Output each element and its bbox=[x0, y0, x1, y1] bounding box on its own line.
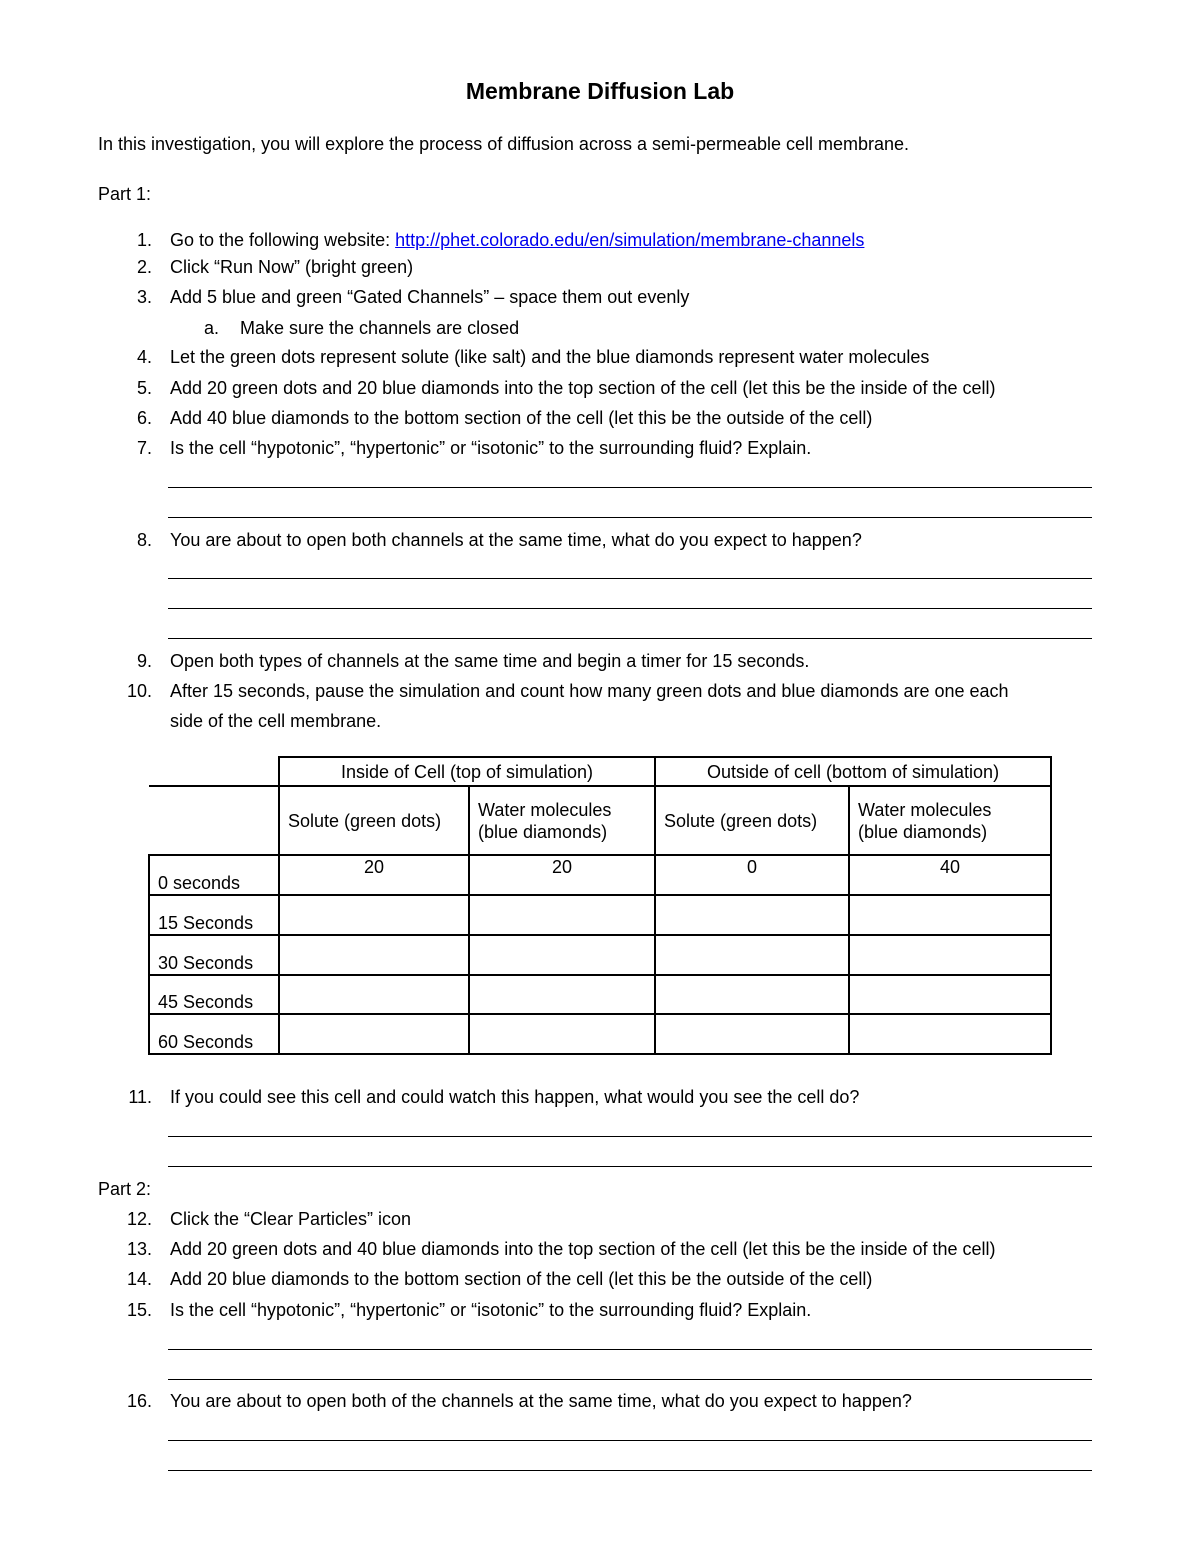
step-number: 10. bbox=[126, 681, 152, 701]
step-number: 13. bbox=[126, 1239, 152, 1259]
step-number: 2. bbox=[136, 257, 152, 277]
step-3: Add 5 blue and green “Gated Channels” – space them out evenly bbox=[170, 287, 690, 307]
cell-inside-solute[interactable]: 20 bbox=[279, 855, 469, 895]
step-10-line2: side of the cell membrane. bbox=[170, 711, 382, 731]
data-table bbox=[148, 756, 1052, 1055]
row-label: 0 seconds bbox=[149, 855, 279, 895]
step-14: Add 20 blue diamonds to the bottom section of the cell (let this be the outside of the cell) bbox=[170, 1269, 873, 1289]
step-3a: Make sure the channels are closed bbox=[240, 318, 520, 338]
cell-outside-water[interactable] bbox=[849, 935, 1051, 975]
table-row bbox=[149, 895, 1051, 935]
step-number: 15. bbox=[126, 1300, 152, 1320]
cell-inside-water[interactable]: 20 bbox=[469, 855, 655, 895]
step-16: You are about to open both of the channels at the same time, what do you expect to happen? bbox=[170, 1391, 912, 1411]
cell-outside-solute[interactable] bbox=[655, 975, 849, 1014]
step-number: 1. bbox=[136, 230, 152, 250]
col-header-water-line2: (blue diamonds) bbox=[478, 821, 608, 842]
table-corner bbox=[149, 757, 279, 786]
answer-line[interactable] bbox=[168, 487, 1092, 488]
step-number: 7. bbox=[136, 438, 152, 458]
cell-inside-water[interactable] bbox=[469, 1014, 655, 1054]
answer-line[interactable] bbox=[168, 517, 1092, 518]
step-number: 16. bbox=[126, 1391, 152, 1411]
cell-inside-solute[interactable] bbox=[279, 975, 469, 1014]
step-number: 12. bbox=[126, 1209, 152, 1229]
row-label: 60 Seconds bbox=[149, 1014, 279, 1054]
step-13: Add 20 green dots and 40 blue diamonds into the top section of the cell (let this be the inside of the cell) bbox=[170, 1239, 996, 1259]
answer-line[interactable] bbox=[168, 1470, 1092, 1471]
step-number: 3. bbox=[136, 287, 152, 307]
step-8: You are about to open both channels at the same time, what do you expect to happen? bbox=[170, 530, 862, 550]
table-row bbox=[149, 935, 1051, 975]
step-number: 5. bbox=[136, 378, 152, 398]
cell-outside-solute[interactable]: 0 bbox=[655, 855, 849, 895]
answer-line[interactable] bbox=[168, 1136, 1092, 1137]
step-7: Is the cell “hypotonic”, “hypertonic” or “isotonic” to the surrounding fluid? Explain. bbox=[170, 438, 812, 458]
answer-line[interactable] bbox=[168, 608, 1092, 609]
answer-line[interactable] bbox=[168, 1379, 1092, 1380]
step-number: 14. bbox=[126, 1269, 152, 1289]
col-header-solute-inside: Solute (green dots) bbox=[279, 786, 469, 855]
cell-outside-water[interactable] bbox=[849, 1014, 1051, 1054]
substep-number: a. bbox=[204, 318, 220, 338]
row-label: 45 Seconds bbox=[149, 975, 279, 1014]
header-inside-cell: Inside of Cell (top of simulation) bbox=[279, 757, 655, 786]
step-1-text: Go to the following website: bbox=[170, 230, 396, 250]
col-header-water-line1: Water molecules bbox=[858, 799, 992, 820]
col-header-water-outside bbox=[849, 786, 1051, 855]
answer-line[interactable] bbox=[168, 1166, 1092, 1167]
row-label: 30 Seconds bbox=[149, 935, 279, 975]
cell-inside-solute[interactable] bbox=[279, 935, 469, 975]
step-6: Add 40 blue diamonds to the bottom section of the cell (let this be the outside of the cell) bbox=[170, 408, 873, 428]
table-row bbox=[149, 1014, 1051, 1054]
step-number: 6. bbox=[136, 408, 152, 428]
cell-outside-solute[interactable] bbox=[655, 935, 849, 975]
table-corner bbox=[149, 786, 279, 855]
step-number: 8. bbox=[136, 530, 152, 550]
answer-line[interactable] bbox=[168, 638, 1092, 639]
simulation-link[interactable]: http://phet.colorado.edu/en/simulation/membrane-channels bbox=[395, 230, 865, 250]
intro-text: In this investigation, you will explore the process of diffusion across a semi-permeable cell membrane. bbox=[98, 134, 910, 154]
header-outside-cell: Outside of cell (bottom of simulation) bbox=[655, 757, 1051, 786]
step-number: 11. bbox=[128, 1087, 152, 1107]
col-header-water-line2: (blue diamonds) bbox=[858, 821, 988, 842]
answer-line[interactable] bbox=[168, 1349, 1092, 1350]
cell-inside-solute[interactable] bbox=[279, 895, 469, 935]
step-4: Let the green dots represent solute (like salt) and the blue diamonds represent water molecules bbox=[170, 347, 930, 367]
step-5: Add 20 green dots and 20 blue diamonds into the top section of the cell (let this be the inside of the cell) bbox=[170, 378, 996, 398]
step-12: Click the “Clear Particles” icon bbox=[170, 1209, 412, 1229]
step-9: Open both types of channels at the same time and begin a timer for 15 seconds. bbox=[170, 651, 810, 671]
answer-line[interactable] bbox=[168, 578, 1092, 579]
part2-heading: Part 2: bbox=[98, 1179, 152, 1199]
table-row bbox=[149, 855, 1051, 895]
answer-line[interactable] bbox=[168, 1440, 1092, 1441]
step-1 bbox=[170, 229, 864, 251]
step-2: Click “Run Now” (bright green) bbox=[170, 257, 414, 277]
cell-outside-water[interactable] bbox=[849, 895, 1051, 935]
step-number: 9. bbox=[136, 651, 152, 671]
cell-outside-water[interactable] bbox=[849, 975, 1051, 1014]
col-header-water-line1: Water molecules bbox=[478, 799, 612, 820]
step-11: If you could see this cell and could watch this happen, what would you see the cell do? bbox=[170, 1087, 860, 1107]
col-header-water-inside bbox=[469, 786, 655, 855]
cell-outside-solute[interactable] bbox=[655, 895, 849, 935]
row-label: 15 Seconds bbox=[149, 895, 279, 935]
step-number: 4. bbox=[136, 347, 152, 367]
col-header-solute-outside: Solute (green dots) bbox=[655, 786, 849, 855]
cell-inside-solute[interactable] bbox=[279, 1014, 469, 1054]
cell-outside-water[interactable]: 40 bbox=[849, 855, 1051, 895]
table-row bbox=[149, 975, 1051, 1014]
page-title: Membrane Diffusion Lab bbox=[465, 78, 735, 104]
cell-inside-water[interactable] bbox=[469, 975, 655, 1014]
step-15: Is the cell “hypotonic”, “hypertonic” or “isotonic” to the surrounding fluid? Explain. bbox=[170, 1300, 812, 1320]
cell-outside-solute[interactable] bbox=[655, 1014, 849, 1054]
cell-inside-water[interactable] bbox=[469, 935, 655, 975]
step-10-line1: After 15 seconds, pause the simulation and count how many green dots and blue diamonds are one each bbox=[170, 681, 1009, 701]
part1-heading: Part 1: bbox=[98, 184, 152, 204]
cell-inside-water[interactable] bbox=[469, 895, 655, 935]
